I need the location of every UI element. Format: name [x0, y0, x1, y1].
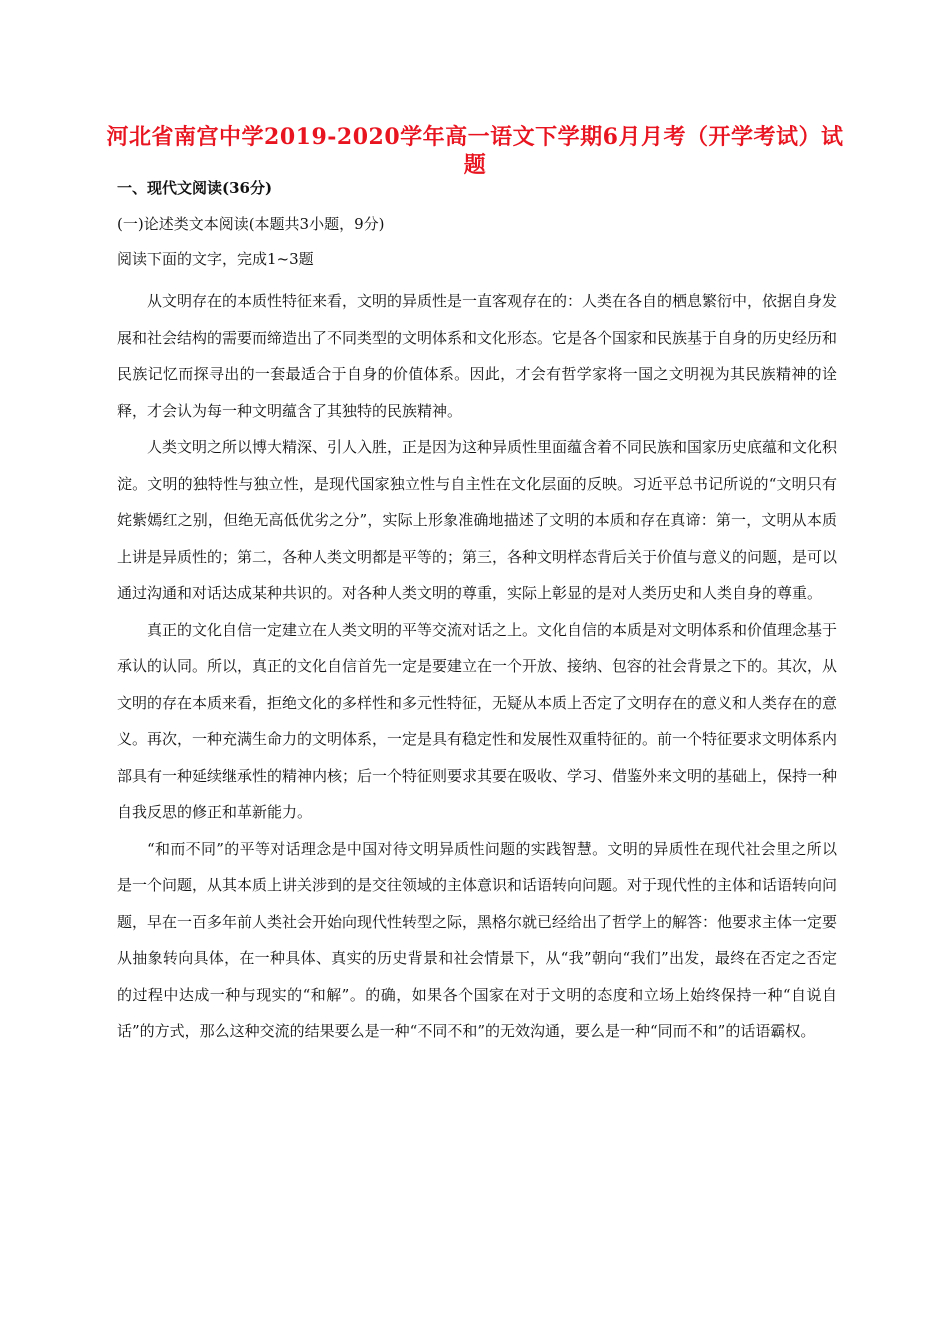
- section-heading: 一、现代文阅读(36分): [117, 179, 273, 197]
- paragraph-2: 人类文明之所以博大精深、引人入胜，正是因为这种异质性里面蕴含着不同民族和国家历史底蕴和文化积淀。文明的独特性与独立性，是现代国家独立性与自主性在文化层面的反映。习近平总书记所说的“文明只有姹紫嫣红之别，但绝无高低优劣之分”，实际上形象准确地描述了文明的本质和存在真谛：第一，文明从本质上讲是异质性的；第二，各种人类文明都是平等的；第三，各种文明样态背后关于价值与意义的问题，是可以通过沟通和对话达成某种共识的。对各种人类文明的尊重，实际上彰显的是对人类历史和人类自身的尊重。: [117, 438, 838, 602]
- article-body: [117, 283, 837, 1050]
- paragraph-3: 真正的文化自信一定建立在人类文明的平等交流对话之上。文化自信的本质是对文明体系和价值理念基于承认的认同。所以，真正的文化自信首先一定是要建立在一个开放、接纳、包容的社会背景之下的。其次，从文明的存在本质来看，拒绝文化的多样性和多元性特征，无疑从本质上否定了文明存在的意义和人类存在的意义。再次，一种充满生命力的文明体系，一定是具有稳定性和发展性双重特征的。前一个特征要求文明体系内部具有一种延续继承性的精神内核；后一个特征则要求其要在吸收、学习、借鉴外来文明的基础上，保持一种自我反思的修正和革新能力。: [117, 620, 838, 821]
- paragraph-1: 从文明存在的本质性特征来看，文明的异质性是一直客观存在的：人类在各自的栖息繁衍中，依据自身发展和社会结构的需要而缔造出了不同类型的文明体系和文化形态。它是各个国家和民族基于自身的历史经历和民族记忆而探寻出的一套最适合于自身的价值体系。因此，才会有哲学家将一国之文明视为其民族精神的诠释，才会认为每一种文明蕴含了其独特的民族精神。: [117, 292, 838, 420]
- document-title: 河北省南宫中学2019-2020学年高一语文下学期6月月考（开学考试）试题: [106, 124, 844, 178]
- paragraph-4: “和而不同”的平等对话理念是中国对待文明异质性问题的实践智慧。文明的异质性在现代社会里之所以是一个问题，从其本质上讲关涉到的是交往领域的主体意识和话语转向问题。对于现代性的主体和话语转向问题，早在一百多年前人类社会开始向现代性转型之际，黑格尔就已经给出了哲学上的解答：他要求主体一定要从抽象转向具体，在一种具体、真实的历史背景和社会情景下，从“我”朝向“我们”出发，最终在否定之否定的过程中达成一种与现实的“和解”。的确，如果各个国家在对于文明的态度和立场上始终保持一种“自说自话”的方式，那么这种交流的结果要么是一种“不同不和”的无效沟通，要么是一种“同而不和”的话语霸权。: [117, 839, 838, 1040]
- reading-instruction: 阅读下面的文字，完成1~3题: [117, 250, 314, 268]
- subsection-heading: (一)论述类文本阅读(本题共3小题，9分): [117, 215, 385, 233]
